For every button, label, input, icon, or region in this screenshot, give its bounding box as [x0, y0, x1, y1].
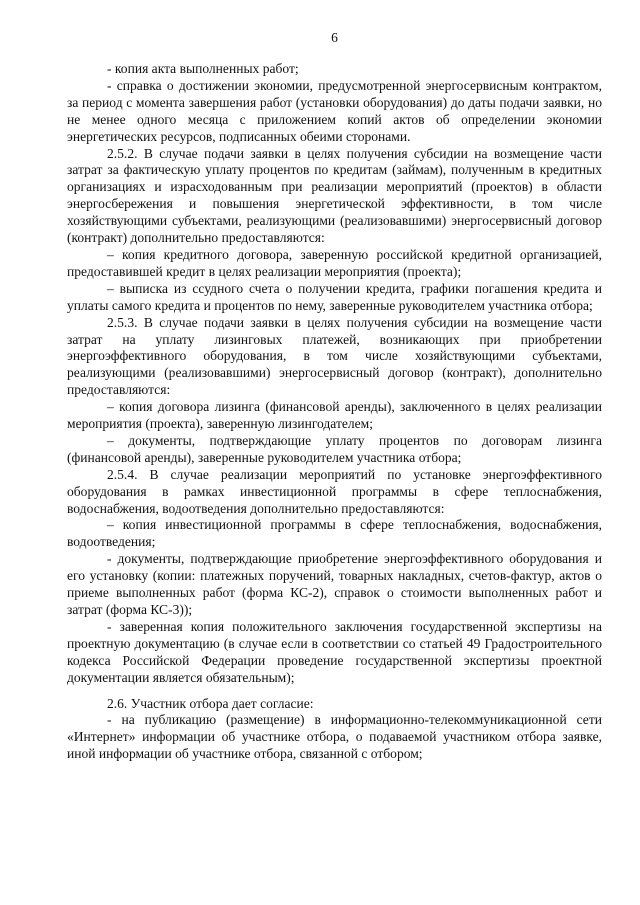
paragraph-loan-account-statement: – выписка из ссудного счета о получении кредита, графики погашения кредита и уплаты самого кредита и процентов по нему, заверенные руководителем участника отбора;	[67, 280, 602, 313]
paragraph-investment-program-copy: – копия инвестиционной программы в сфере теплоснабжения, водоснабжения, водоотведения;	[67, 517, 602, 550]
paragraph-state-expertise-copy: - заверенная копия положительного заключения государственной экспертизы на проектную документацию (в случае если в соответствии со статьей 49 Градостроительного кодекса Российской Федерации проведение государственной экспертизы проектной документации является обязательным);	[67, 618, 602, 685]
paragraph-leasing-agreement-copy: – копия договора лизинга (финансовой аренды), заключенного в целях реализации мероприятия (проекта), заверенную лизингодателем;	[67, 399, 602, 432]
page-number: 6	[331, 30, 338, 45]
paragraph-2-6: 2.6. Участник отбора дает согласие:	[107, 695, 314, 711]
paragraph-2-5-2: 2.5.2. В случае подачи заявки в целях получения субсидии на возмещение части затрат за фактическую уплату процентов по кредитам (займам), полученным в кредитных организациях и израсходованным при реализации мероприятий (проектов) в области энергосбережения и повышения энергетической эффективности, в том числе хозяйствующими субъектами, реализующими (реализовавшими) энергосервисный договор (контракт) дополнительно предоставляются:	[67, 145, 602, 246]
paragraph-2-5-3: 2.5.3. В случае подачи заявки в целях получения субсидии на возмещение части затрат на уплату лизинговых платежей, возникающих при приобретении энергоэффективного оборудования, в том числе хозяйствующими субъектами, реализующими (реализовавшими) энергосервисный договор (контракт), дополнительно предоставляются:	[67, 314, 602, 398]
paragraph-savings-certificate: - справка о достижении экономии, предусмотренной энергосервисным контрактом, за период с момента завершения работ (установки оборудования) до даты подачи заявки, но не менее одного месяца с приложением копий актов об определении экономии энергетических ресурсов, подписанных обеими сторонами.	[67, 77, 602, 144]
paragraph-credit-agreement-copy: – копия кредитного договора, заверенную российской кредитной организацией, предоставившей кредит в целях реализации мероприятия (проекта);	[67, 246, 602, 279]
paragraph-work-act-copy: - копия акта выполненных работ;	[107, 61, 299, 76]
document-page	[67, 0, 602, 905]
paragraph-2-5-4: 2.5.4. В случае реализации мероприятий по установке энергоэффективного оборудования в рамках инвестиционной программы в сфере теплоснабжения, водоснабжения, водоотведения дополнительно предоставляются:	[67, 466, 602, 516]
document-body	[67, 61, 602, 763]
paragraph-leasing-payment-documents: – документы, подтверждающие уплату процентов по договорам лизинга (финансовой аренды), заверенные руководителем участника отбора;	[67, 432, 602, 465]
paragraph-equipment-documents: - документы, подтверждающие приобретение энергоэффективного оборудования и его установку (копии: платежных поручений, товарных накладных, счетов-фактур, актов о приеме выполненных работ (форма КС-2), справок о стоимости выполненных работ и затрат (форма КС-3));	[67, 551, 602, 617]
paragraph-publication-consent: - на публикацию (размещение) в информационно-телекоммуникационной сети «Интернет» информации об участнике отбора, о подаваемой участником отбора заявке, иной информации об участнике отбора, связанной с отбором;	[67, 712, 602, 762]
